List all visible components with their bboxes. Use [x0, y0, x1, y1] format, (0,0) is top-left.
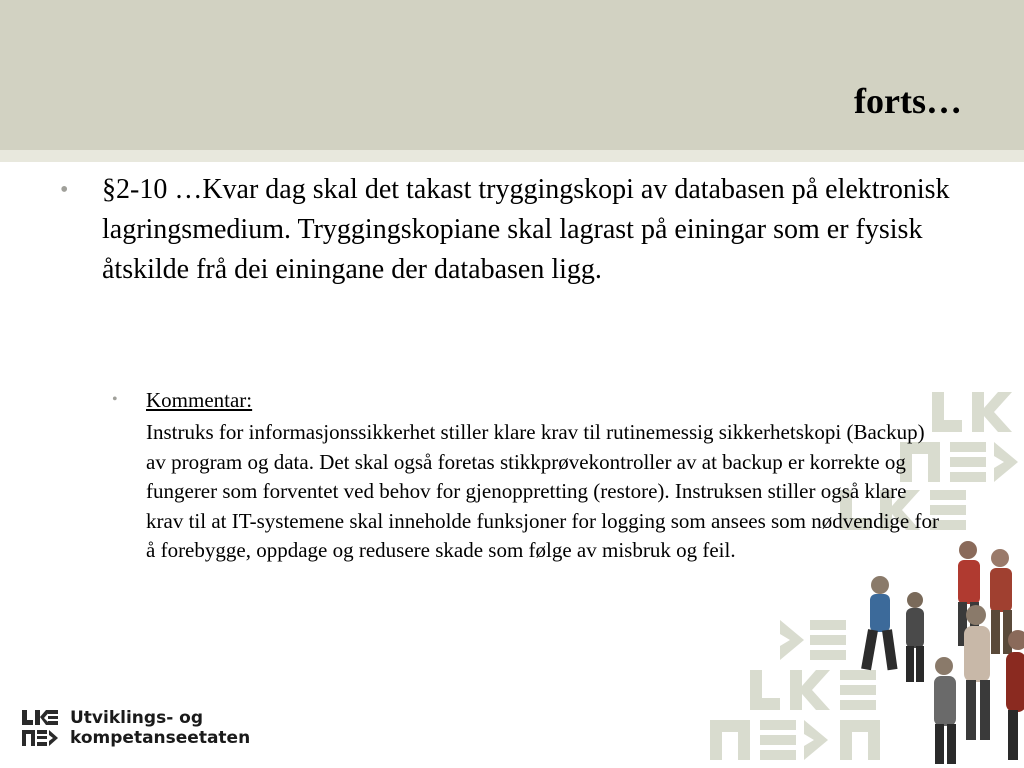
- people-silhouettes-image: [861, 541, 1024, 764]
- comment-body: Instruks for informasjonssikkerhet stiller klare krav til rutinemessig sikkerhetskopi (Backup) av program og data. Det skal også foretas stikkprøvekontroller av at backup er korrekte og fungerer som forventet ved behov for gjenoppretting (restore). Instruksen stiller også klare krav til at IT-systemene skal inneholde funksjoner for logging som ansees som nødvendige for å forebygge, oppdage og redusere skade som følge av misbruk og feil.: [146, 420, 939, 562]
- header-stripe: [0, 150, 1024, 162]
- bullet-dot-icon: •: [60, 177, 69, 203]
- sub-bullet-heading: [112, 386, 912, 414]
- bullet-main: [58, 170, 958, 290]
- org-name-line1: Utviklings- og: [70, 708, 204, 728]
- comment-label: Kommentar:: [146, 388, 253, 412]
- org-name: [70, 708, 250, 748]
- sub-bullet-dot-icon: •: [112, 391, 118, 408]
- bullet-main-text: §2-10 …Kvar dag skal det takast tryggingskopi av databasen på elektronisk lagringsmedium. Tryggingskopiane skal lagrast på einingar som er fysisk åtskilde frå dei einingane der databasen ligg.: [102, 174, 950, 285]
- sub-bullet: [112, 386, 939, 566]
- content-area: [58, 170, 958, 290]
- uke-logo-icon: [20, 708, 60, 748]
- footer-logo: [20, 708, 250, 748]
- header-band: [0, 0, 1024, 150]
- slide-title: forts…: [854, 81, 962, 121]
- org-name-line2: kompetanseetaten: [70, 728, 251, 748]
